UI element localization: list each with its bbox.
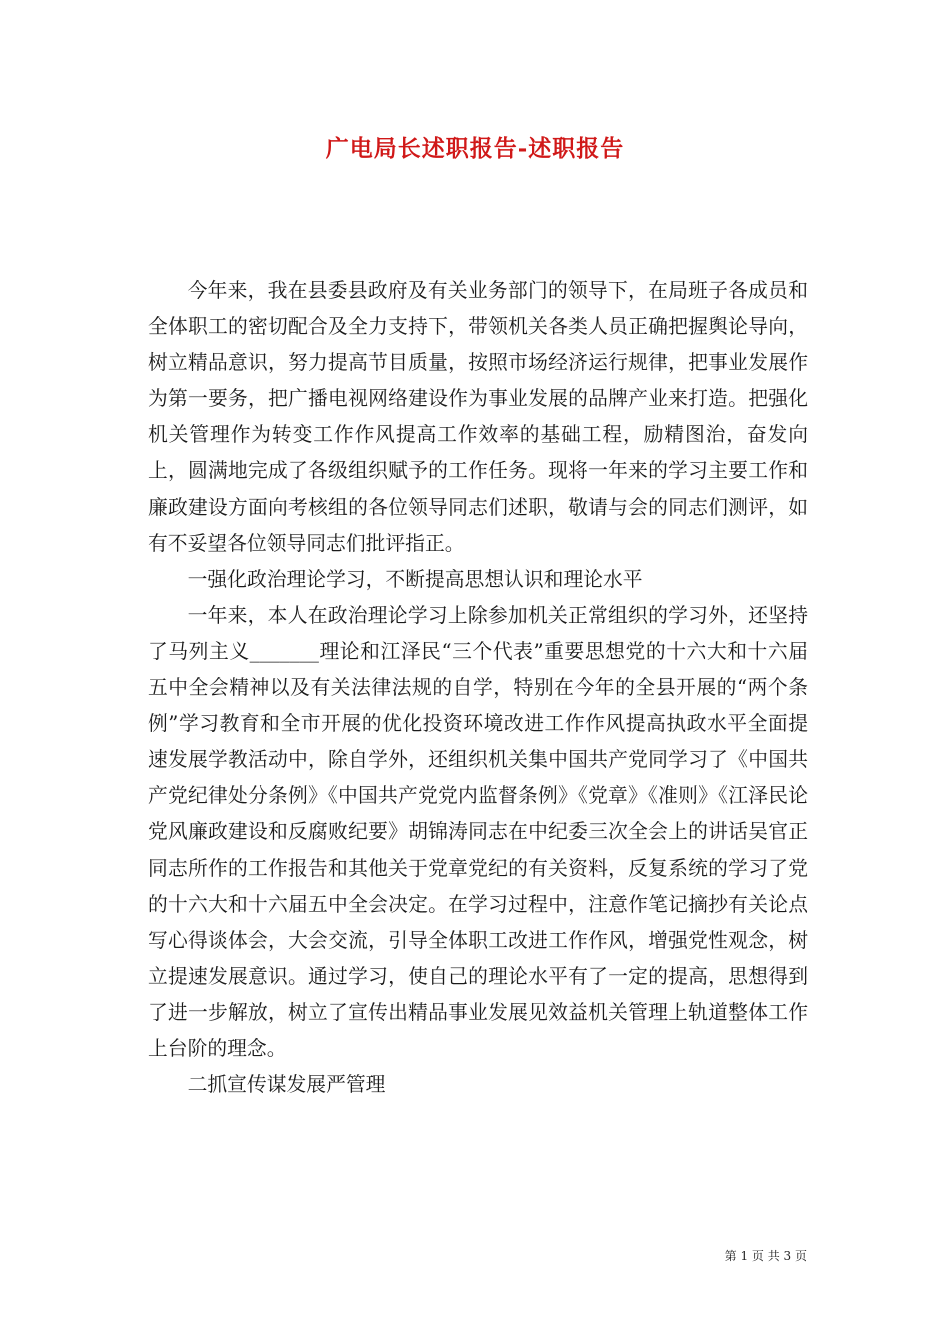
section-heading-2: 二抓宣传谋发展严管理 [187,1073,386,1097]
document-title: 广电局长述职报告-述职报告 [325,135,625,162]
section-heading-1: 一强化政治理论学习，不断提高思想认识和理论水平 [187,567,643,591]
paragraph-intro: 今年来，我在县委县政府及有关业务部门的领导下，在局班子各成员和全体职工的密切配合及全力支持下，带领机关各类人员正确把握舆论导向，树立精品意识，努力提高节目质量，按照市场经济运行规律，把事业发展作为第一要务，把广播电视网络建设作为事业发展的品牌产业来打造。把强化机关管理作为转变工作作风提高工作效率的基础工程，励精图治，奋发向上，圆满地完成了各级组织赋予的工作任务。现将一年来的学习主要工作和廉政建设方面向考核组的各位领导同志们述职，敬请与会的同志们测评，如有不妥望各位领导同志们批评指正。 [148,279,808,555]
paragraph-section-1: 一年来，本人在政治理论学习上除参加机关正常组织的学习外，还坚持了马列主义_______理论和江泽民“三个代表”重要思想党的十六大和十六届五中全会精神以及有关法律法规的自学，特别在今年的全县开展的“两个条例”学习教育和全市开展的优化投资环境改进工作作风提高执政水平全面提速发展学教活动中，除自学外，还组织机关集中国共产党同学习了《中国共产党纪律处分条例》《中国共产党党内监督条例》《党章》《准则》《江泽民论党风廉政建设和反腐败纪要》胡锦涛同志在中纪委三次全会上的讲话吴官正同志所作的工作报告和其他关于党章党纪的有关资料，反复系统的学习了党的十六大和十六届五中全会决定。在学习过程中，注意作笔记摘抄有关论点写心得谈体会，大会交流，引导全体职工改进工作作风，增强党性观念，树立提速发展意识。通过学习，使自己的理论水平有了一定的提高，思想得到了进一步解放，树立了宣传出精品事业发展见效益机关管理上轨道整体工作上台阶的理念。 [148,603,808,1060]
document-body [148,273,808,1103]
page-number: 第 1 页 共 3 页 [724,1249,807,1263]
